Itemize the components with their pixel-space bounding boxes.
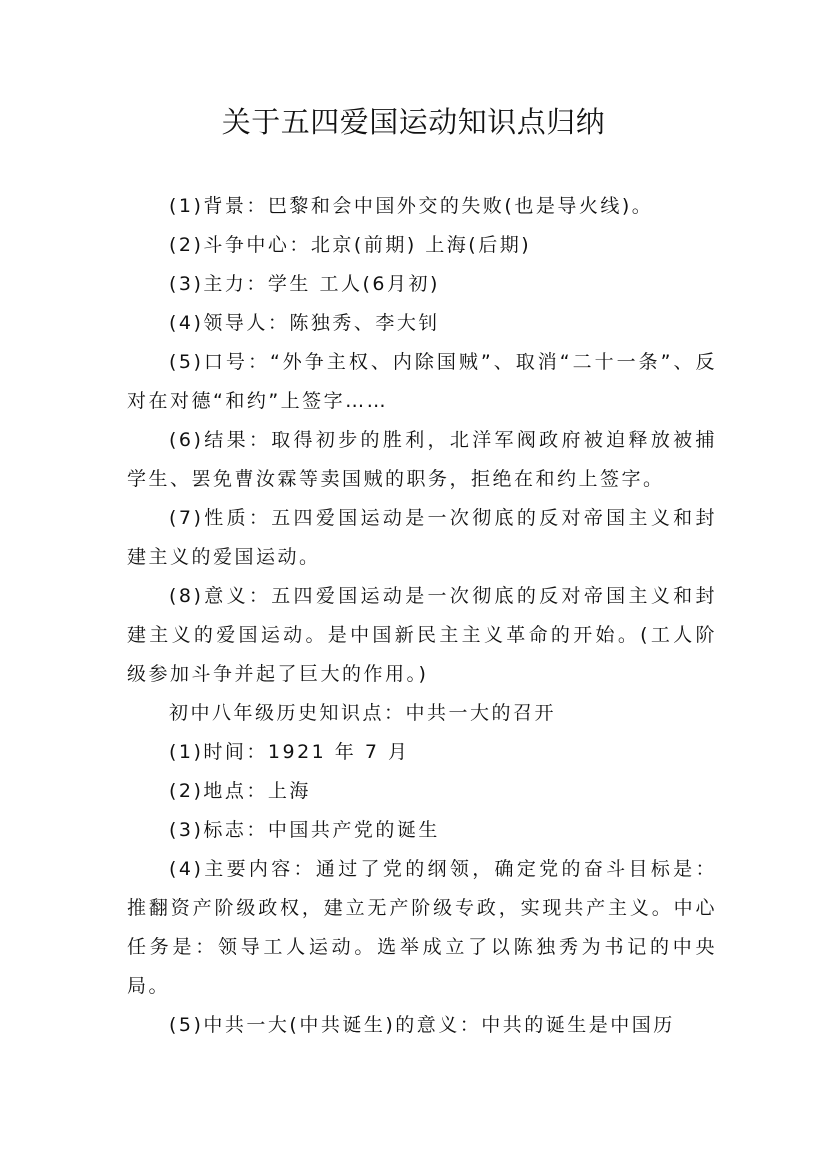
paragraph-symbol: (3)标志：中国共产党的诞生 xyxy=(169,819,440,841)
paragraph-result: (6)结果：取得初步的胜利，北洋军阀政府被迫释放被捕学生、罢免曹汝霖等卖国贼的职务，拒绝在和约上签字。 xyxy=(127,429,717,490)
document-body xyxy=(127,187,717,1045)
paragraph-main-force: (3)主力：学生 工人(6月初) xyxy=(169,273,440,295)
paragraph-location: (2)地点：上海 xyxy=(169,780,311,802)
paragraph-struggle-center: (2)斗争中心：北京(前期) 上海(后期) xyxy=(169,234,532,256)
paragraph-background: (1)背景：巴黎和会中国外交的失败(也是导火线)。 xyxy=(169,195,654,217)
section-heading-first-congress: 初中八年级历史知识点：中共一大的召开 xyxy=(169,702,557,724)
paragraph-significance: (8)意义：五四爱国运动是一次彻底的反对帝国主义和封建主义的爱国运动。是中国新民主主义革命的开始。(工人阶级参加斗争并起了巨大的作用。) xyxy=(127,585,717,685)
paragraph-slogans: (5)口号：“外争主权、内除国贼”、取消“二十一条”、反对在对德“和约”上签字…… xyxy=(127,351,717,412)
document-title: 关于五四爱国运动知识点归纳 xyxy=(221,105,606,139)
paragraph-congress-significance: (5)中共一大(中共诞生)的意义：中共的诞生是中国历 xyxy=(169,1014,675,1036)
paragraph-leaders: (4)领导人：陈独秀、李大钊 xyxy=(169,312,440,334)
paragraph-main-content: (4)主要内容：通过了党的纲领，确定党的奋斗目标是：推翻资产阶级政权，建立无产阶级专政，实现共产主义。中心任务是：领导工人运动。选举成立了以陈独秀为书记的中央局。 xyxy=(127,858,717,997)
paragraph-nature: (7)性质：五四爱国运动是一次彻底的反对帝国主义和封建主义的爱国运动。 xyxy=(127,507,717,568)
paragraph-time: (1)时间：1921 年 7 月 xyxy=(169,741,410,763)
